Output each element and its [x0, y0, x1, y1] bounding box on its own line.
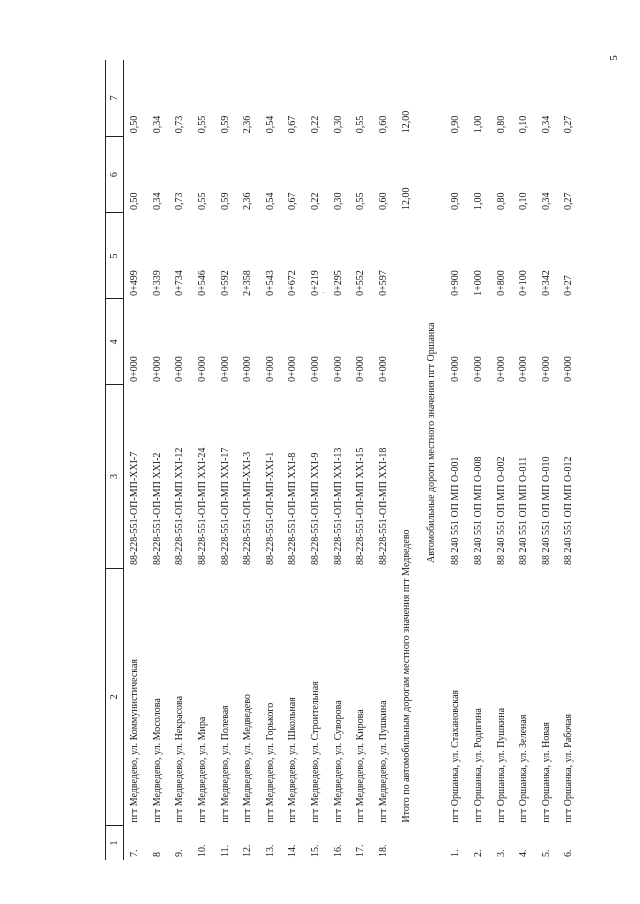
table-cell-code: 88-228-551-ОП-МП XXI-24 [197, 447, 209, 566]
table-cell-n: 17. [355, 844, 367, 857]
table-cell-name: пгт Медведево, ул. Горького [264, 702, 276, 823]
table-cell-n: 1. [450, 849, 462, 857]
table-cell-end: 0+734 [174, 270, 186, 296]
table-cell-n: 10. [197, 844, 209, 857]
table-row [305, 60, 328, 860]
table-cell-start: 0+000 [174, 356, 186, 382]
table-cell-start: 0+000 [473, 356, 485, 382]
table-cell-total: 0,10 [518, 115, 530, 134]
table-cell-name: пгт Медведево, ул. Мира [197, 716, 209, 823]
table-cell-code: 88-228-551-ОП-МП XXI-18 [377, 447, 389, 566]
table-row [260, 60, 283, 860]
table-cell-length: 2,36 [242, 192, 254, 210]
table-cell-name: пгт Медведево, ул. Некрасова [174, 695, 186, 823]
table-cell-total: 0,55 [355, 115, 367, 134]
table-cell-length: 0,55 [197, 192, 209, 210]
table-cell-name: пгт Медведево, ул. Школьная [287, 697, 299, 823]
table-row [124, 60, 147, 860]
table-cell-n: 7. [129, 849, 141, 857]
table-cell-length: 0,67 [287, 192, 299, 210]
table-cell-n: 3. [495, 849, 507, 857]
table-cell-start: 0+000 [197, 356, 209, 382]
table-cell-total: 0,60 [377, 115, 389, 134]
table-cell-name: пгт Медведево, ул. Медведево [242, 694, 254, 823]
table-cell-length: 0,10 [518, 192, 530, 210]
roads-table [105, 60, 581, 860]
table-cell-total: 0,59 [219, 115, 231, 134]
table-cell-start: 0+000 [151, 356, 163, 382]
table-cell-code: 88 240 551 ОП МП О-011 [518, 456, 530, 566]
table-cell-n: 11. [219, 844, 231, 857]
table-row [237, 60, 260, 860]
page-number: 5 [607, 55, 620, 61]
table-cell-name: пгт Оршанка, ул. Зеленая [518, 714, 530, 823]
section-title-row [419, 60, 445, 860]
table-row [192, 60, 215, 860]
table-cell-end: 0+342 [540, 270, 552, 296]
table-row [169, 60, 192, 860]
table-cell-start: 0+000 [287, 356, 299, 382]
table-cell-end: 0+900 [450, 270, 462, 296]
table-cell-name: пгт Оршанка, ул. Пушкина [495, 707, 507, 823]
table-row [558, 60, 581, 860]
table-cell-start: 0+000 [450, 356, 462, 382]
table-cell-name: пгт Оршанка, ул. Новая [540, 721, 552, 823]
table-cell-total: 0,80 [495, 115, 507, 134]
table-cell-length: 1,00 [473, 192, 485, 210]
table-cell-length: 0,30 [332, 192, 344, 210]
table-cell-name: пгт Медведево, ул. Кирова [355, 709, 367, 823]
table-cell-n: 5. [540, 849, 552, 857]
table-cell-n: 12. [242, 844, 254, 857]
table-cell-code: 88-228-551-ОП-МП XXI-13 [332, 447, 344, 566]
table-cell-code: 88 240 551 ОП МП О-010 [540, 456, 552, 566]
table-row [327, 60, 350, 860]
table-cell-end: 0+295 [332, 270, 344, 296]
table-cell-start: 0+000 [332, 356, 344, 382]
table-cell-total: 1,00 [473, 115, 485, 134]
header-cell: 6 [106, 136, 124, 213]
table-cell-n: 8 [151, 852, 163, 857]
header-cell: 3 [106, 385, 124, 568]
table-cell-code: 88-228-551-ОП-МП XXI-8 [287, 452, 299, 566]
table-cell-end: 0+552 [355, 270, 367, 296]
table-cell-end: 0+27 [563, 275, 575, 296]
table-cell-length: 0,50 [129, 192, 141, 210]
table-cell-total: 0,22 [310, 115, 322, 134]
table-cell-length: 0,90 [450, 192, 462, 210]
table-row [468, 60, 491, 860]
header-cell: 2 [106, 568, 124, 826]
table-cell-start: 0+000 [355, 356, 367, 382]
table-cell-total: 0,50 [129, 115, 141, 134]
table-cell-code: 88-228-551-ОП-МП XXI-2 [151, 452, 163, 566]
table-cell-code: 88 240 551 ОП МП О-008 [473, 456, 485, 566]
table-cell-code: 88 240 551 ОП МП О-012 [563, 456, 575, 566]
table-cell-end: 0+597 [377, 270, 389, 296]
table-cell-total: 0,54 [264, 115, 276, 134]
table-row [350, 60, 373, 860]
table-cell-code: 88-228-551-ОП-МП-XXI-1 [264, 451, 276, 566]
total-label: Итого по автомобильным дорогам местного значения пгт Медведево [401, 529, 413, 823]
table-cell-total: 0,90 [450, 115, 462, 134]
table-cell-length: 0,60 [377, 192, 389, 210]
total-total: 12,00 [401, 110, 413, 134]
table-cell-code: 88 240 551 ОП МП О-002 [495, 456, 507, 566]
table-cell-start: 0+000 [495, 356, 507, 382]
table-cell-length: 0,55 [355, 192, 367, 210]
table-row [147, 60, 170, 860]
table-cell-n: 6. [563, 849, 575, 857]
table-cell-n: 18. [377, 844, 389, 857]
table-cell-code: 88-228-551-ОП-МП XXI-17 [219, 447, 231, 566]
table-cell-length: 0,34 [151, 192, 163, 210]
table-cell-end: 0+100 [518, 270, 530, 296]
table-cell-start: 0+000 [219, 356, 231, 382]
table-row [536, 60, 559, 860]
table-cell-total: 0,55 [197, 115, 209, 134]
table-cell-n: 15. [310, 844, 322, 857]
table-cell-start: 0+000 [518, 356, 530, 382]
table-cell-end: 0+219 [310, 270, 322, 296]
header-cell: 4 [106, 299, 124, 385]
table-cell-total: 0,27 [563, 115, 575, 134]
table-cell-total: 0,34 [540, 115, 552, 134]
table-cell-length: 0,27 [563, 192, 575, 210]
table-cell-length: 0,34 [540, 192, 552, 210]
table-cell-length: 0,59 [219, 192, 231, 210]
table-cell-end: 0+543 [264, 270, 276, 296]
table-cell-n: 4. [518, 849, 530, 857]
table-cell-start: 0+000 [563, 356, 575, 382]
total-length: 12,00 [401, 187, 413, 210]
table-cell-total: 0,30 [332, 115, 344, 134]
table-cell-end: 0+800 [495, 270, 507, 296]
table-cell-end: 1+000 [473, 270, 485, 296]
table-row [445, 60, 468, 860]
table-row [282, 60, 305, 860]
header-cell: 1 [106, 826, 124, 860]
table-cell-name: пгт Медведево, ул. Коммунистическая [129, 658, 141, 823]
section-title: Автомобильные дороги местного значения пгт Оршанка [426, 322, 438, 564]
table-cell-name: пгт Медведево, ул. Пушкина [377, 700, 389, 823]
table-cell-name: пгт Медведево, ул. Суворова [332, 700, 344, 823]
table-cell-total: 0,73 [174, 115, 186, 134]
table-cell-end: 0+672 [287, 270, 299, 296]
table-cell-total: 2,36 [242, 115, 254, 134]
table-cell-end: 0+592 [219, 270, 231, 296]
table-cell-code: 88 240 551 ОП МП О-001 [450, 456, 462, 566]
table-cell-start: 0+000 [540, 356, 552, 382]
table-cell-code: 88-228-551-ОП-МП XXI-9 [310, 452, 322, 566]
table-cell-end: 2+358 [242, 270, 254, 296]
table-cell-name: пгт Оршанка, ул. Рабочая [563, 713, 575, 823]
table-row [513, 60, 536, 860]
header-cell: 5 [106, 213, 124, 299]
table-cell-start: 0+000 [377, 356, 389, 382]
total-blank-cell [395, 826, 419, 860]
table-cell-start: 0+000 [242, 356, 254, 382]
header-cell: 7 [106, 60, 124, 136]
table-cell-end: 0+339 [151, 270, 163, 296]
table-cell-start: 0+000 [129, 356, 141, 382]
table-cell-code: 88-228-551-ОП-МП XXI-12 [174, 447, 186, 566]
table-row [373, 60, 396, 860]
table-cell-start: 0+000 [310, 356, 322, 382]
table-cell-start: 0+000 [264, 356, 276, 382]
table-cell-name: пгт Оршанка, ул. Стахановская [450, 689, 462, 823]
table-cell-length: 0,54 [264, 192, 276, 210]
table-cell-length: 0,73 [174, 192, 186, 210]
table-cell-length: 0,22 [310, 192, 322, 210]
table-cell-name: пгт Медведево, ул. Полевая [219, 705, 231, 823]
table-cell-name: пгт Оршанка, ул. Родигина [473, 708, 485, 823]
header-row [106, 60, 124, 860]
table-cell-code: 88-228-551-ОП-МП-XXI-3 [242, 451, 254, 566]
total-row [395, 60, 419, 860]
table-cell-n: 14. [287, 844, 299, 857]
table-cell-end: 0+546 [197, 270, 209, 296]
table-cell-n: 2. [473, 849, 485, 857]
rotated-table-wrapper [105, 60, 575, 860]
table-row [214, 60, 237, 860]
section-blank-cell [419, 826, 445, 860]
table-cell-n: 13. [264, 844, 276, 857]
table-cell-n: 16. [332, 844, 344, 857]
table-row [490, 60, 513, 860]
table-cell-name: пгт Медведево, ул. Строительная [310, 681, 322, 823]
table-cell-end: 0+499 [129, 270, 141, 296]
table-cell-code: 88-228-551-ОП-МП XXI-15 [355, 447, 367, 566]
table-cell-code: 88-228-551-ОП-МП-XXI-7 [129, 451, 141, 566]
table-cell-name: пгт Медведево, ул. Мосолова [151, 698, 163, 823]
table-cell-total: 0,34 [151, 115, 163, 134]
table-cell-n: 9. [174, 849, 186, 857]
table-cell-length: 0,80 [495, 192, 507, 210]
table-cell-total: 0,67 [287, 115, 299, 134]
